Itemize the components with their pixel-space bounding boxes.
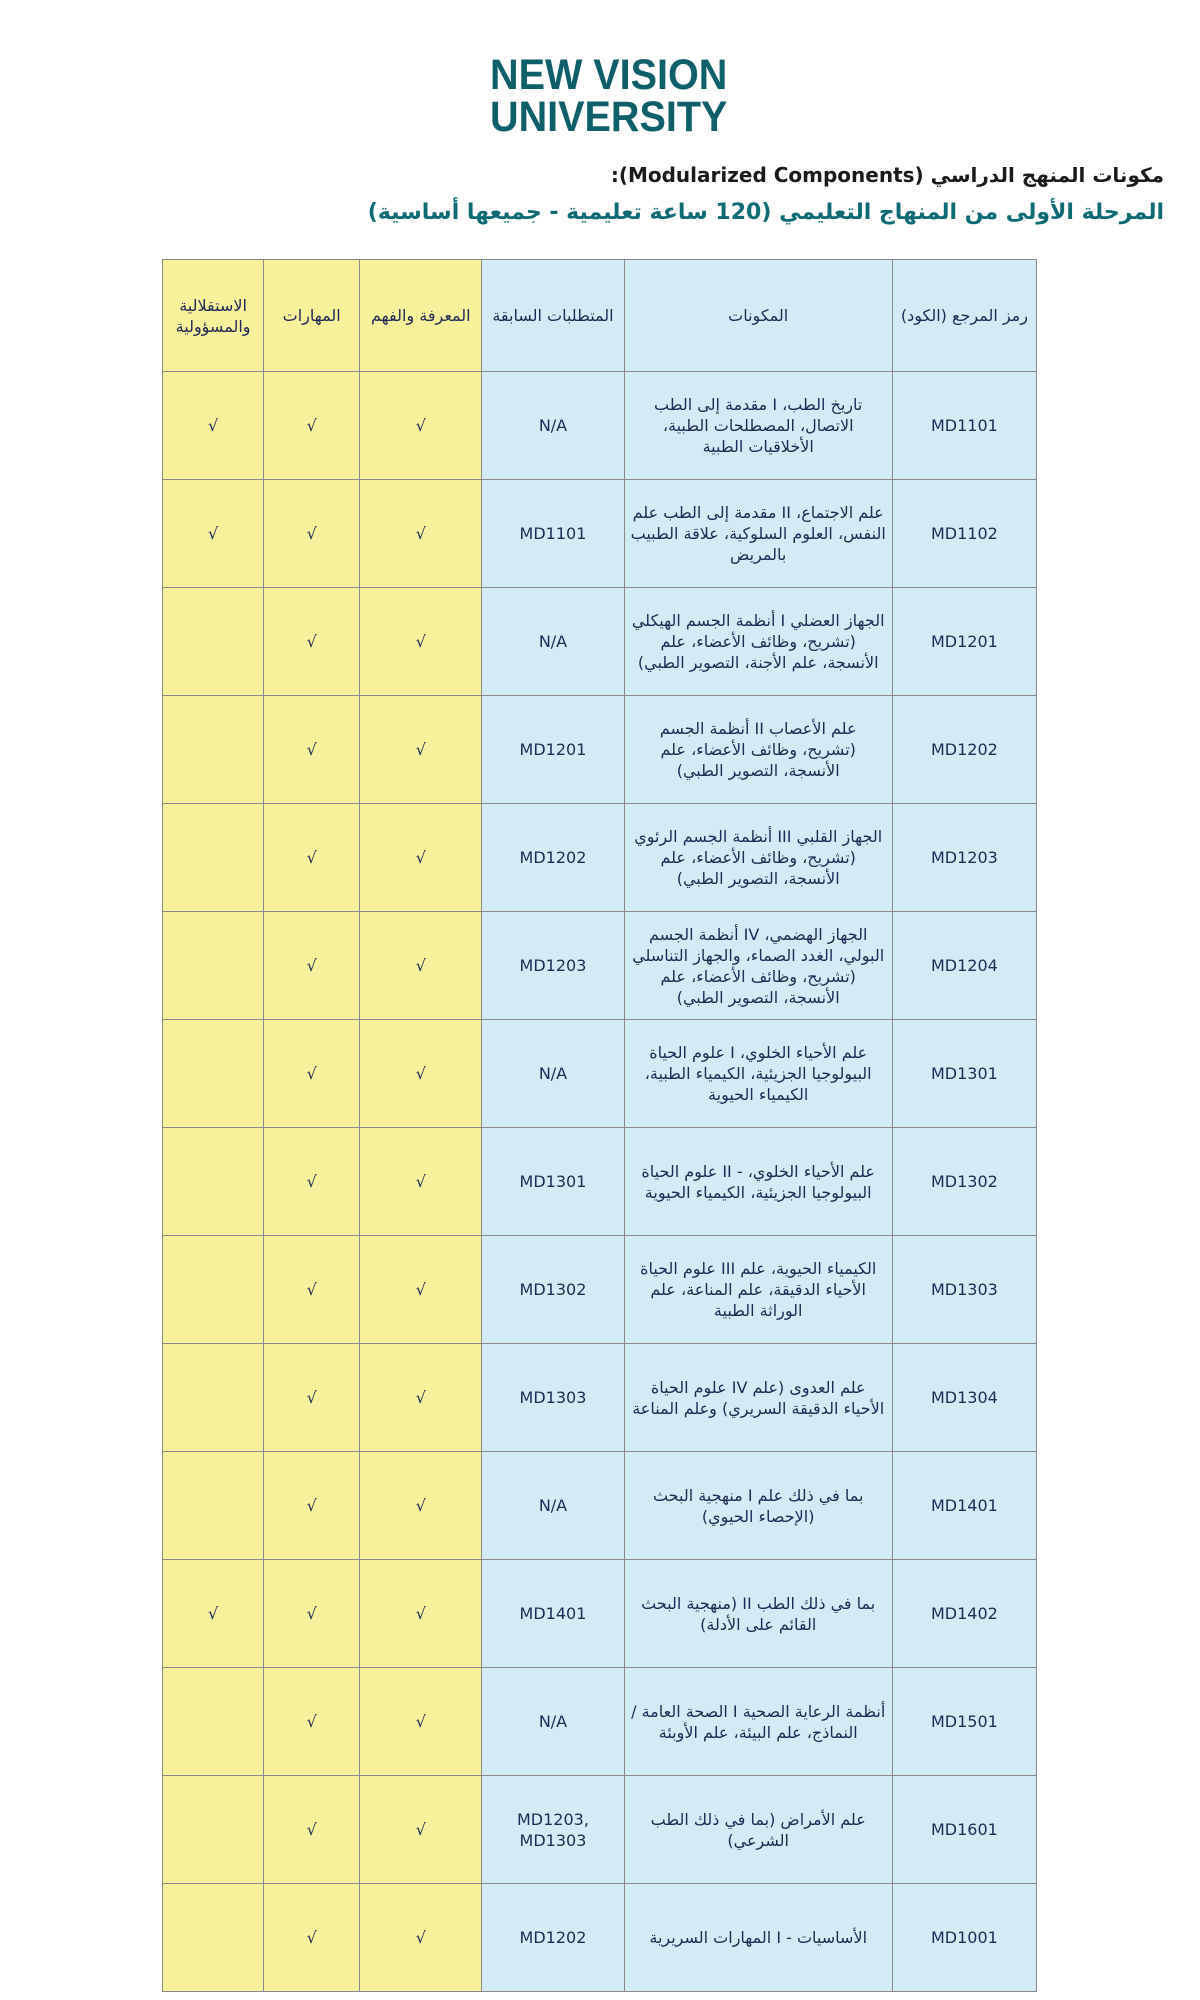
cell-prerequisites: MD1301 [482,1128,624,1236]
cell-skills-check: √ [264,1236,360,1344]
cell-skills-check: √ [264,696,360,804]
table-header-row [163,260,1037,372]
cell-independence-check: √ [163,1560,264,1668]
cell-components: بما في ذلك علم I منهجية البحث (الإحصاء الحيوي) [624,1452,892,1560]
cell-independence-check [163,1776,264,1884]
cell-knowledge-check: √ [360,1020,482,1128]
cell-prerequisites: N/A [482,1020,624,1128]
cell-prerequisites: N/A [482,1452,624,1560]
table-row [163,912,1037,1020]
cell-prerequisites: N/A [482,372,624,480]
cell-components: علم الأمراض (بما في ذلك الطب الشرعي) [624,1776,892,1884]
cell-code: MD1302 [892,1128,1036,1236]
cell-knowledge-check: √ [360,1560,482,1668]
cell-code: MD1303 [892,1236,1036,1344]
table-row [163,1128,1037,1236]
table-row [163,588,1037,696]
header-knowledge: المعرفة والفهم [360,260,482,372]
cell-components: الجهاز الهضمي، IV أنظمة الجسم البولي، الغدد الصماء، والجهاز التناسلي (تشريح، وظائف الأعضاء، علم الأنسجة، التصوير الطبي) [624,912,892,1020]
cell-knowledge-check: √ [360,372,482,480]
cell-independence-check [163,1884,264,1992]
cell-prerequisites: N/A [482,588,624,696]
cell-knowledge-check: √ [360,480,482,588]
table-row [163,804,1037,912]
table-row [163,1344,1037,1452]
table-row [163,480,1037,588]
header-components: المكونات [624,260,892,372]
cell-knowledge-check: √ [360,1452,482,1560]
logo-line-1: NEW VISION [490,51,728,99]
table-row [163,1884,1037,1992]
cell-skills-check: √ [264,1344,360,1452]
cell-independence-check [163,1020,264,1128]
cell-independence-check [163,1128,264,1236]
cell-skills-check: √ [264,1560,360,1668]
cell-components: بما في ذلك الطب II (منهجية البحث القائم على الأدلة) [624,1560,892,1668]
cell-code: MD1203 [892,804,1036,912]
logo-wordmark [490,51,728,141]
cell-knowledge-check: √ [360,1128,482,1236]
cell-knowledge-check: √ [360,1344,482,1452]
stage-heading: المرحلة الأولى من المنهاج التعليمي (120 ساعة تعليمية - جميعها أساسية) [367,200,1164,225]
cell-components: أنظمة الرعاية الصحية I الصحة العامة / النماذج، علم البيئة، علم الأوبئة [624,1668,892,1776]
table-row [163,372,1037,480]
cell-skills-check: √ [264,1020,360,1128]
table-row [163,1020,1037,1128]
cell-code: MD1102 [892,480,1036,588]
cell-knowledge-check: √ [360,588,482,696]
cell-components: الأساسيات - I المهارات السريرية [624,1884,892,1992]
cell-independence-check [163,696,264,804]
cell-components: علم الأحياء الخلوي، - II علوم الحياة البيولوجيا الجزيئية، الكيمياء الحيوية [624,1128,892,1236]
curriculum-table [162,259,1037,1992]
components-heading: مكونات المنهج الدراسي (Modularized Components): [610,163,1164,187]
cell-components: علم الاجتماع، II مقدمة إلى الطب علم النفس، العلوم السلوكية، علاقة الطبيب بالمريض [624,480,892,588]
cell-prerequisites: MD1202 [482,804,624,912]
cell-independence-check [163,588,264,696]
cell-components: الجهاز العضلي I أنظمة الجسم الهيكلي (تشريح، وظائف الأعضاء، علم الأنسجة، علم الأجنة، التصوير الطبي) [624,588,892,696]
cell-knowledge-check: √ [360,1668,482,1776]
cell-prerequisites: MD1203 [482,912,624,1020]
cell-skills-check: √ [264,1128,360,1236]
cell-prerequisites: N/A [482,1668,624,1776]
cell-knowledge-check: √ [360,696,482,804]
cell-skills-check: √ [264,804,360,912]
cell-skills-check: √ [264,1884,360,1992]
cell-components: علم الأعصاب II أنظمة الجسم (تشريح، وظائف الأعضاء، علم الأنسجة، التصوير الطبي) [624,696,892,804]
cell-prerequisites: MD1101 [482,480,624,588]
cell-prerequisites: MD1201 [482,696,624,804]
cell-knowledge-check: √ [360,1884,482,1992]
cell-components: الجهاز القلبي III أنظمة الجسم الرئوي (تشريح، وظائف الأعضاء، علم الأنسجة، التصوير الطبي) [624,804,892,912]
cell-independence-check [163,1452,264,1560]
table-row [163,1560,1037,1668]
cell-prerequisites: MD1401 [482,1560,624,1668]
header-independence: الاستقلالية والمسؤولية [163,260,264,372]
cell-prerequisites: MD1203, MD1303 [482,1776,624,1884]
table-row [163,696,1037,804]
cell-knowledge-check: √ [360,1776,482,1884]
cell-prerequisites: MD1303 [482,1344,624,1452]
table-row [163,1452,1037,1560]
cell-code: MD1601 [892,1776,1036,1884]
cell-skills-check: √ [264,588,360,696]
cell-skills-check: √ [264,1776,360,1884]
cell-skills-check: √ [264,372,360,480]
cell-components: تاريخ الطب، I مقدمة إلى الطب الاتصال، المصطلحات الطبية، الأخلاقيات الطبية [624,372,892,480]
cell-independence-check [163,1236,264,1344]
cell-knowledge-check: √ [360,804,482,912]
header-skills: المهارات [264,260,360,372]
cell-independence-check [163,804,264,912]
table-row [163,1236,1037,1344]
cell-skills-check: √ [264,1452,360,1560]
cell-components: الكيمياء الحيوية، علم III علوم الحياة الأحياء الدقيقة، علم المناعة، علم الوراثة الطبية [624,1236,892,1344]
cell-code: MD1304 [892,1344,1036,1452]
cell-knowledge-check: √ [360,912,482,1020]
header-code: رمز المرجع (الكود) [892,260,1036,372]
cell-prerequisites: MD1302 [482,1236,624,1344]
cell-independence-check [163,1344,264,1452]
cell-code: MD1401 [892,1452,1036,1560]
cell-code: MD1301 [892,1020,1036,1128]
cell-code: MD1001 [892,1884,1036,1992]
cell-code: MD1202 [892,696,1036,804]
cell-skills-check: √ [264,480,360,588]
cell-components: علم الأحياء الخلوي، I علوم الحياة البيولوجيا الجزيئية، الكيمياء الطبية، الكيمياء الحيوية [624,1020,892,1128]
cell-knowledge-check: √ [360,1236,482,1344]
cell-code: MD1201 [892,588,1036,696]
cell-code: MD1101 [892,372,1036,480]
cell-skills-check: √ [264,912,360,1020]
cell-prerequisites: MD1202 [482,1884,624,1992]
cell-independence-check: √ [163,372,264,480]
cell-components: علم العدوى (علم IV علوم الحياة الأحياء الدقيقة السريري) وعلم المناعة [624,1344,892,1452]
cell-skills-check: √ [264,1668,360,1776]
cell-independence-check [163,912,264,1020]
table-row [163,1776,1037,1884]
cell-code: MD1402 [892,1560,1036,1668]
cell-code: MD1501 [892,1668,1036,1776]
logo-line-2: UNIVERSITY [490,93,728,141]
header-prerequisites: المتطلبات السابقة [482,260,624,372]
university-logo [482,50,732,142]
cell-code: MD1204 [892,912,1036,1020]
cell-independence-check [163,1668,264,1776]
cell-independence-check: √ [163,480,264,588]
table-row [163,1668,1037,1776]
